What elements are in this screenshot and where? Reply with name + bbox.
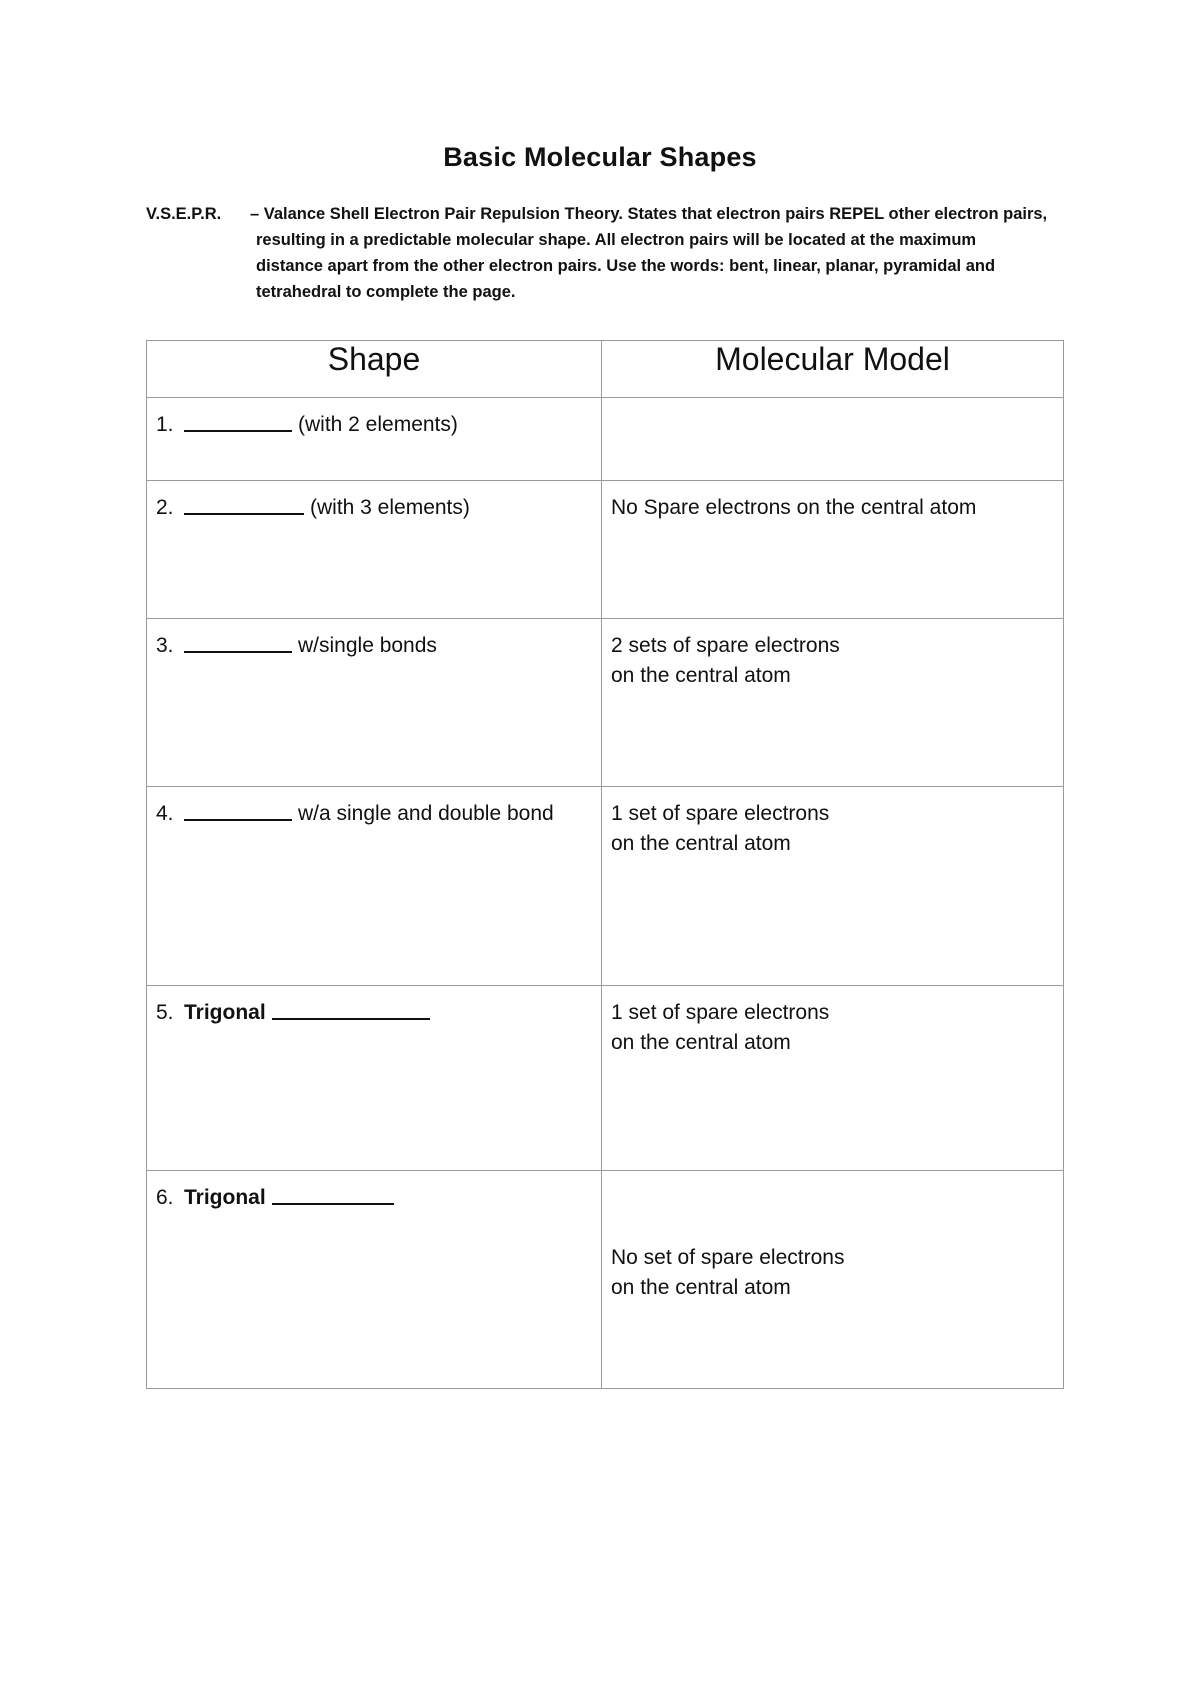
intro-line-1: – Valance Shell Electron Pair Repulsion Theory. States that electron pairs REPEL other electron pairs, — [250, 205, 1048, 223]
model-text-line-2: on the central atom — [611, 1031, 791, 1054]
answer-blank[interactable] — [184, 493, 304, 515]
model-text-line-2: on the central atom — [611, 1276, 791, 1299]
answer-blank[interactable] — [184, 410, 292, 432]
intro-label: V.S.E.P.R. — [146, 205, 222, 223]
row-number: 3. — [156, 634, 174, 657]
shape-cell — [147, 481, 602, 619]
model-cell — [602, 398, 1064, 481]
model-cell — [602, 481, 1064, 619]
model-cell — [602, 986, 1064, 1171]
shape-suffix: w/a single and double bond — [298, 802, 554, 825]
shape-suffix: (with 3 elements) — [310, 496, 470, 519]
intro-line-2: resulting in a predictable molecular shape. All electron pairs will be located at the maximum — [256, 231, 977, 249]
shape-prefix: Trigonal — [184, 1001, 266, 1024]
model-cell — [602, 619, 1064, 787]
shape-suffix: w/single bonds — [298, 634, 437, 657]
model-text-line-1: 1 set of spare electrons — [611, 1001, 830, 1024]
row-number: 6. — [156, 1186, 174, 1209]
answer-blank[interactable] — [272, 1183, 394, 1205]
model-text-line-2: on the central atom — [611, 832, 791, 855]
row-number: 5. — [156, 1001, 174, 1024]
table-header-row — [147, 341, 1064, 398]
model-cell — [602, 1171, 1064, 1389]
table-row — [147, 619, 1064, 787]
answer-blank[interactable] — [184, 631, 292, 653]
shape-suffix: (with 2 elements) — [298, 413, 458, 436]
shape-cell — [147, 787, 602, 986]
model-text: No Spare electrons on the central atom — [611, 496, 977, 519]
intro-line-3: distance apart from the other electron pairs. Use the words: bent, linear, planar, pyramidal and — [256, 257, 996, 275]
table-row — [147, 398, 1064, 481]
answer-blank[interactable] — [272, 998, 430, 1020]
intro-line-4: tetrahedral to complete the page. — [256, 283, 516, 301]
model-text-line-1: 2 sets of spare electrons — [611, 634, 840, 657]
row-number: 2. — [156, 496, 174, 519]
table-row — [147, 787, 1064, 986]
table-row — [147, 1171, 1064, 1389]
row-number: 4. — [156, 802, 174, 825]
shape-cell — [147, 986, 602, 1171]
row-number: 1. — [156, 413, 174, 436]
table-row — [147, 986, 1064, 1171]
header-molecular-model: Molecular Model — [602, 341, 1064, 398]
model-text-line-1: 1 set of spare electrons — [611, 802, 830, 825]
shapes-table — [146, 340, 1064, 1389]
model-text-line-2: on the central atom — [611, 664, 791, 687]
model-text-line-1: No set of spare electrons — [611, 1246, 845, 1269]
page-title: Basic Molecular Shapes — [443, 142, 757, 172]
shape-prefix: Trigonal — [184, 1186, 266, 1209]
header-shape: Shape — [147, 341, 602, 398]
answer-blank[interactable] — [184, 799, 292, 821]
shape-cell — [147, 1171, 602, 1389]
shape-cell — [147, 398, 602, 481]
model-cell — [602, 787, 1064, 986]
shape-cell — [147, 619, 602, 787]
table-row — [147, 481, 1064, 619]
intro-paragraph — [146, 201, 1076, 305]
